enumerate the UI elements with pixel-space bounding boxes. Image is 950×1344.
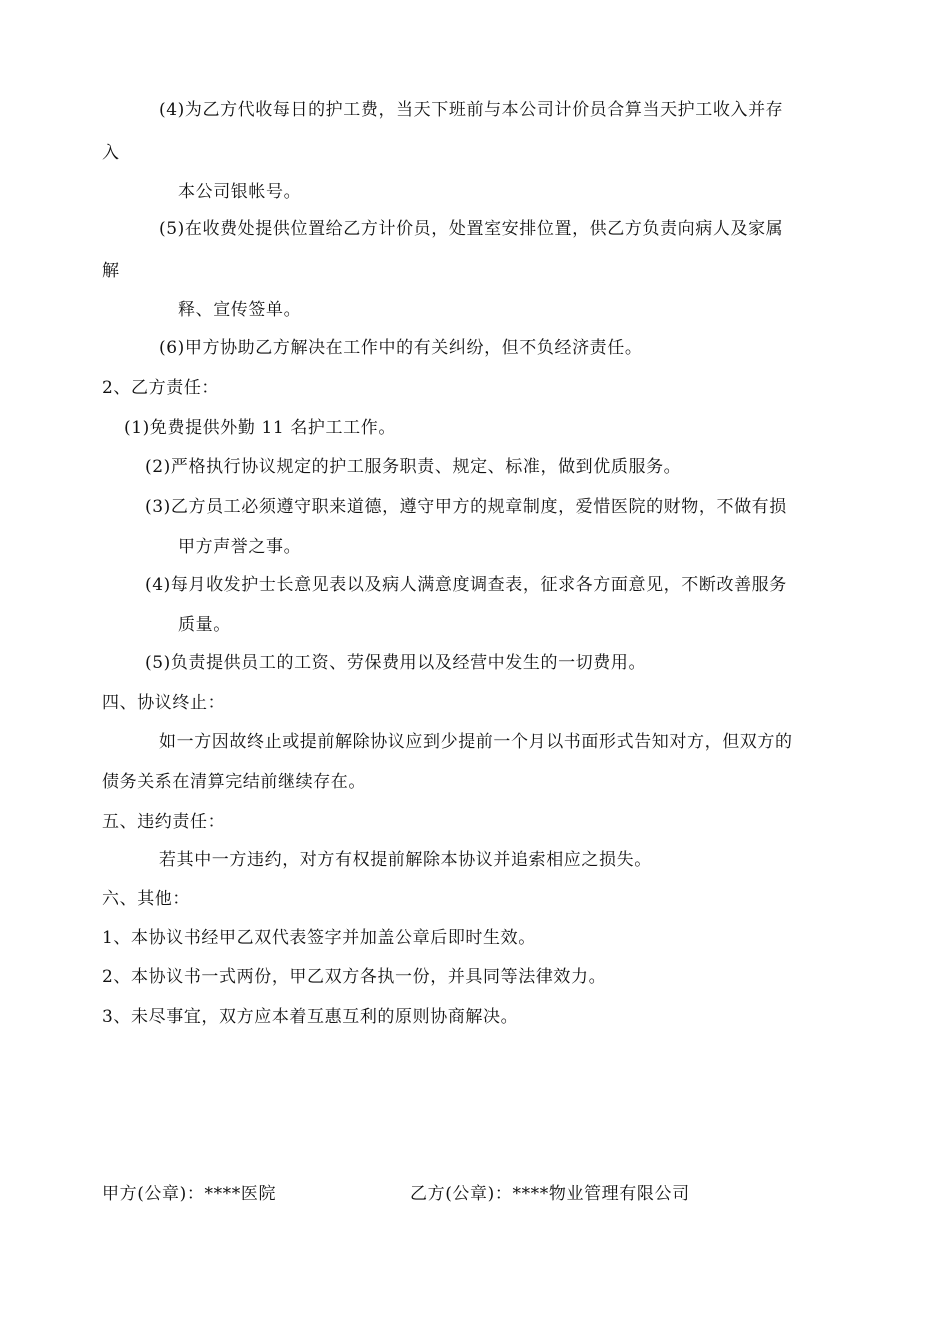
party-b-signature: 乙方(公章)：****物业管理有限公司 — [410, 1184, 690, 1204]
party-a-item-5-wrap: 解 — [102, 261, 120, 281]
party-a-item-4-continuation: 本公司银帐号。 — [178, 182, 302, 202]
party-a-item-5-continuation: 释、宣传签单。 — [178, 300, 302, 320]
other-item-1: 1、本协议书经甲乙双代表签字并加盖公章后即时生效。 — [102, 928, 536, 948]
party-a-item-4: (4)为乙方代收每日的护工费，当天下班前与本公司计价员合算当天护工收入并存 — [159, 100, 784, 120]
termination-heading: 四、协议终止： — [102, 693, 226, 713]
party-b-item-4: (4)每月收发护士长意见表以及病人满意度调查表，征求各方面意见，不断改善服务 — [145, 575, 787, 595]
party-b-heading: 2、乙方责任： — [102, 378, 220, 398]
termination-paragraph-line-2: 债务关系在清算完结前继续存在。 — [102, 772, 366, 792]
party-a-signature: 甲方(公章)：****医院 — [102, 1184, 277, 1204]
party-b-item-1: (1)免费提供外勤 11 名护工工作。 — [124, 418, 396, 438]
party-b-item-5: (5)负责提供员工的工资、劳保费用以及经营中发生的一切费用。 — [145, 653, 647, 673]
party-b-item-3: (3)乙方员工必须遵守职来道德，遵守甲方的规章制度，爱惜医院的财物，不做有损 — [145, 497, 787, 517]
termination-paragraph-line-1: 如一方因故终止或提前解除协议应到少提前一个月以书面形式告知对方，但双方的 — [159, 732, 793, 752]
party-b-item-4-continuation: 质量。 — [178, 615, 231, 635]
other-item-3: 3、未尽事宜，双方应本着互惠互利的原则协商解决。 — [102, 1007, 519, 1027]
other-heading: 六、其他： — [102, 889, 190, 909]
party-b-item-3-continuation: 甲方声誉之事。 — [178, 537, 302, 557]
party-a-item-5: (5)在收费处提供位置给乙方计价员，处置室安排位置，供乙方负责向病人及家属 — [159, 219, 784, 239]
party-a-item-6: (6)甲方协助乙方解决在工作中的有关纠纷，但不负经济责任。 — [159, 338, 643, 358]
breach-heading: 五、违约责任： — [102, 812, 226, 832]
other-item-2: 2、本协议书一式两份，甲乙双方各执一份，并具同等法律效力。 — [102, 967, 607, 987]
party-a-item-4-wrap: 入 — [102, 143, 120, 163]
breach-paragraph: 若其中一方违约，对方有权提前解除本协议并追索相应之损失。 — [159, 850, 652, 870]
party-b-item-2: (2)严格执行协议规定的护工服务职责、规定、标准，做到优质服务。 — [145, 457, 682, 477]
